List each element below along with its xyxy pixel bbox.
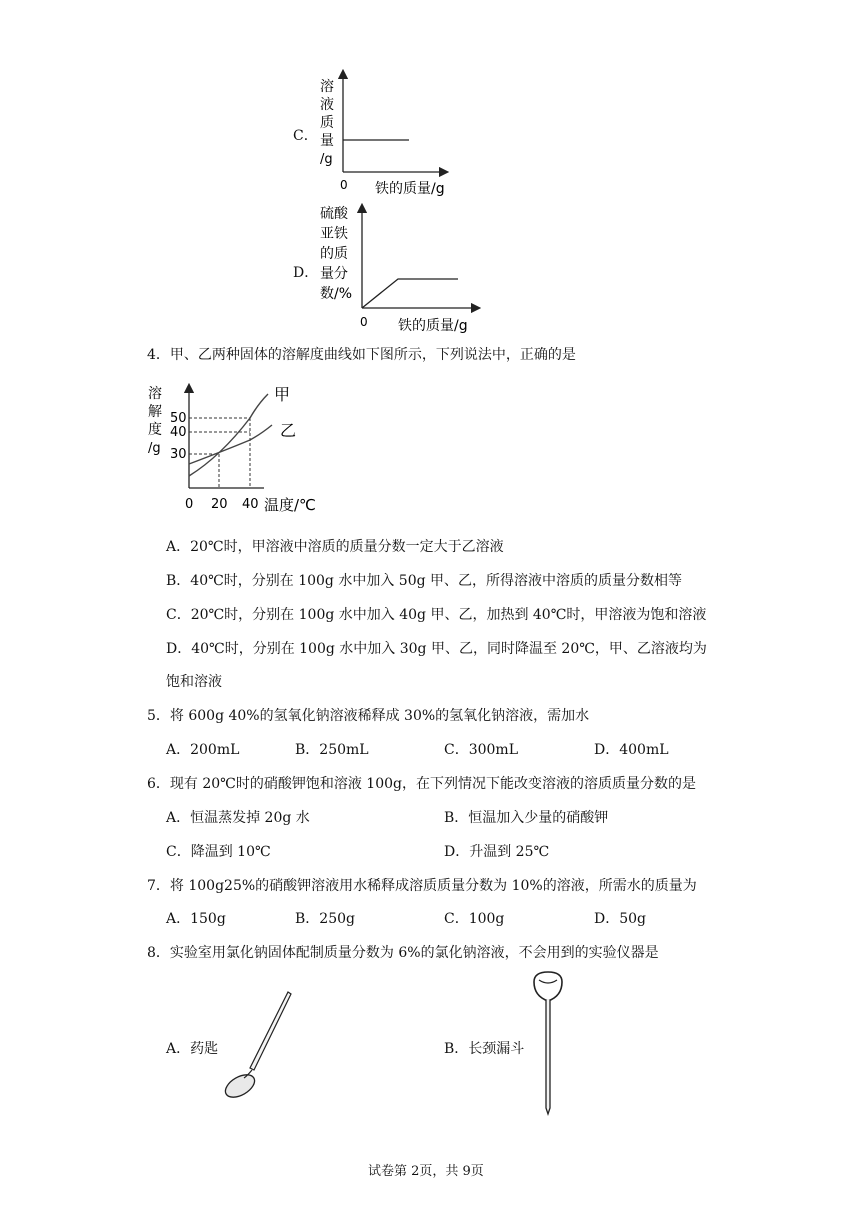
q5-option-b: B．250mL [295,742,369,758]
q4-option-c: C．20℃时，分别在 100g 水中加入 40g 甲、乙，加热到 40℃时，甲溶液为饱和溶液 [166,607,707,623]
q3c-y-label-2: 质 [320,115,334,131]
q3-option-d-graph [316,200,486,336]
q5-option-a: A．200mL [166,742,240,758]
q4-x-label: 温度/℃ [264,496,316,514]
q7-option-a: A．150g [166,911,226,927]
q4-x-tick-0: 0 [185,497,194,512]
q5-option-d: D．400mL [594,742,669,758]
q4-option-d-continued: 饱和溶液 [166,674,222,690]
q3d-y-label-1: 亚铁 [320,226,348,242]
q3d-y-label-0: 硫酸 [320,206,348,222]
q4-option-d: D．40℃时，分别在 100g 水中加入 30g 甲、乙，同时降温至 20℃，甲、乙溶液均为 [166,641,707,657]
spoon-icon [222,988,296,1102]
q4-curve-yi [189,425,272,464]
q3c-origin: 0 [340,178,348,192]
q8-option-a: A．药匙 [166,1041,219,1057]
q4-y-tick-40: 40 [170,425,187,440]
q3d-y-label-4: 数/% [320,286,353,302]
q6-option-d: D．升温到 25℃ [444,844,550,860]
q3c-y-label-1: 液 [320,97,334,113]
q4-option-a: A．20℃时，甲溶液中溶质的质量分数一定大于乙溶液 [166,539,504,555]
q6-option-b: B．恒温加入少量的硝酸钾 [444,810,609,826]
q4-stem: 4．甲、乙两种固体的溶解度曲线如下图所示，下列说法中，正确的是 [147,347,576,363]
q6-option-c: C．降温到 10℃ [166,844,271,860]
q7-stem: 7．将 100g25%的硝酸钾溶液用水稀释成溶质质量分数为 10%的溶液，所需水的质量为 [147,878,697,894]
q3c-x-label: 铁的质量/g [375,181,445,197]
long-neck-funnel-icon [526,968,570,1118]
q4-x-tick-40: 40 [242,497,259,512]
q3d-curve [362,279,458,308]
q4-y-tick-30: 30 [170,447,187,462]
q3-option-d-label: D． [293,265,319,281]
q4-y-tick-50: 50 [170,411,187,426]
q7-option-c: C．100g [444,911,505,927]
q3d-y-label-2: 的质 [320,246,348,262]
q5-stem: 5．将 600g 40%的氢氧化钠溶液稀释成 30%的氢氧化钠溶液，需加水 [147,708,590,724]
q6-stem: 6．现有 20℃时的硝酸钾饱和溶液 100g，在下列情况下能改变溶液的溶质质量分数的是 [147,776,696,792]
q7-option-d: D．50g [594,911,647,927]
q8-option-b: B．长颈漏斗 [444,1041,525,1057]
q4-series-label-yi: 乙 [280,421,297,440]
page-footer: 试卷第 2页，共 9页 [368,1164,484,1179]
q3-option-c-label: C． [293,128,318,144]
q4-series-label-jia: 甲 [274,385,291,404]
q3c-y-label-0: 溶 [320,79,334,95]
q3c-y-label-4: /g [320,152,333,167]
q4-x-tick-20: 20 [211,497,228,512]
q5-option-c: C．300mL [444,742,519,758]
q3d-x-label: 铁的质量/g [398,318,468,334]
q4-curve-jia [189,394,268,476]
q6-option-a: A．恒温蒸发掉 20g 水 [166,810,310,826]
q8-stem: 8．实验室用氯化钠固体配制质量分数为 6%的氯化钠溶液，不会用到的实验仪器是 [147,945,659,961]
q4-y-label-3: /g [148,441,161,456]
q3c-y-label-3: 量 [320,133,334,149]
q4-y-label-0: 溶 [148,386,162,402]
q3d-origin: 0 [360,315,368,329]
q7-option-b: B．250g [295,911,355,927]
q4-y-label-2: 度 [148,422,162,438]
q4-solubility-chart [146,380,326,516]
q4-option-b: B．40℃时，分别在 100g 水中加入 50g 甲、乙，所得溶液中溶质的质量分数相等 [166,573,683,589]
q4-y-label-1: 解 [148,404,162,420]
q3-option-c-graph [312,66,462,200]
q3d-y-label-3: 量分 [320,266,348,282]
